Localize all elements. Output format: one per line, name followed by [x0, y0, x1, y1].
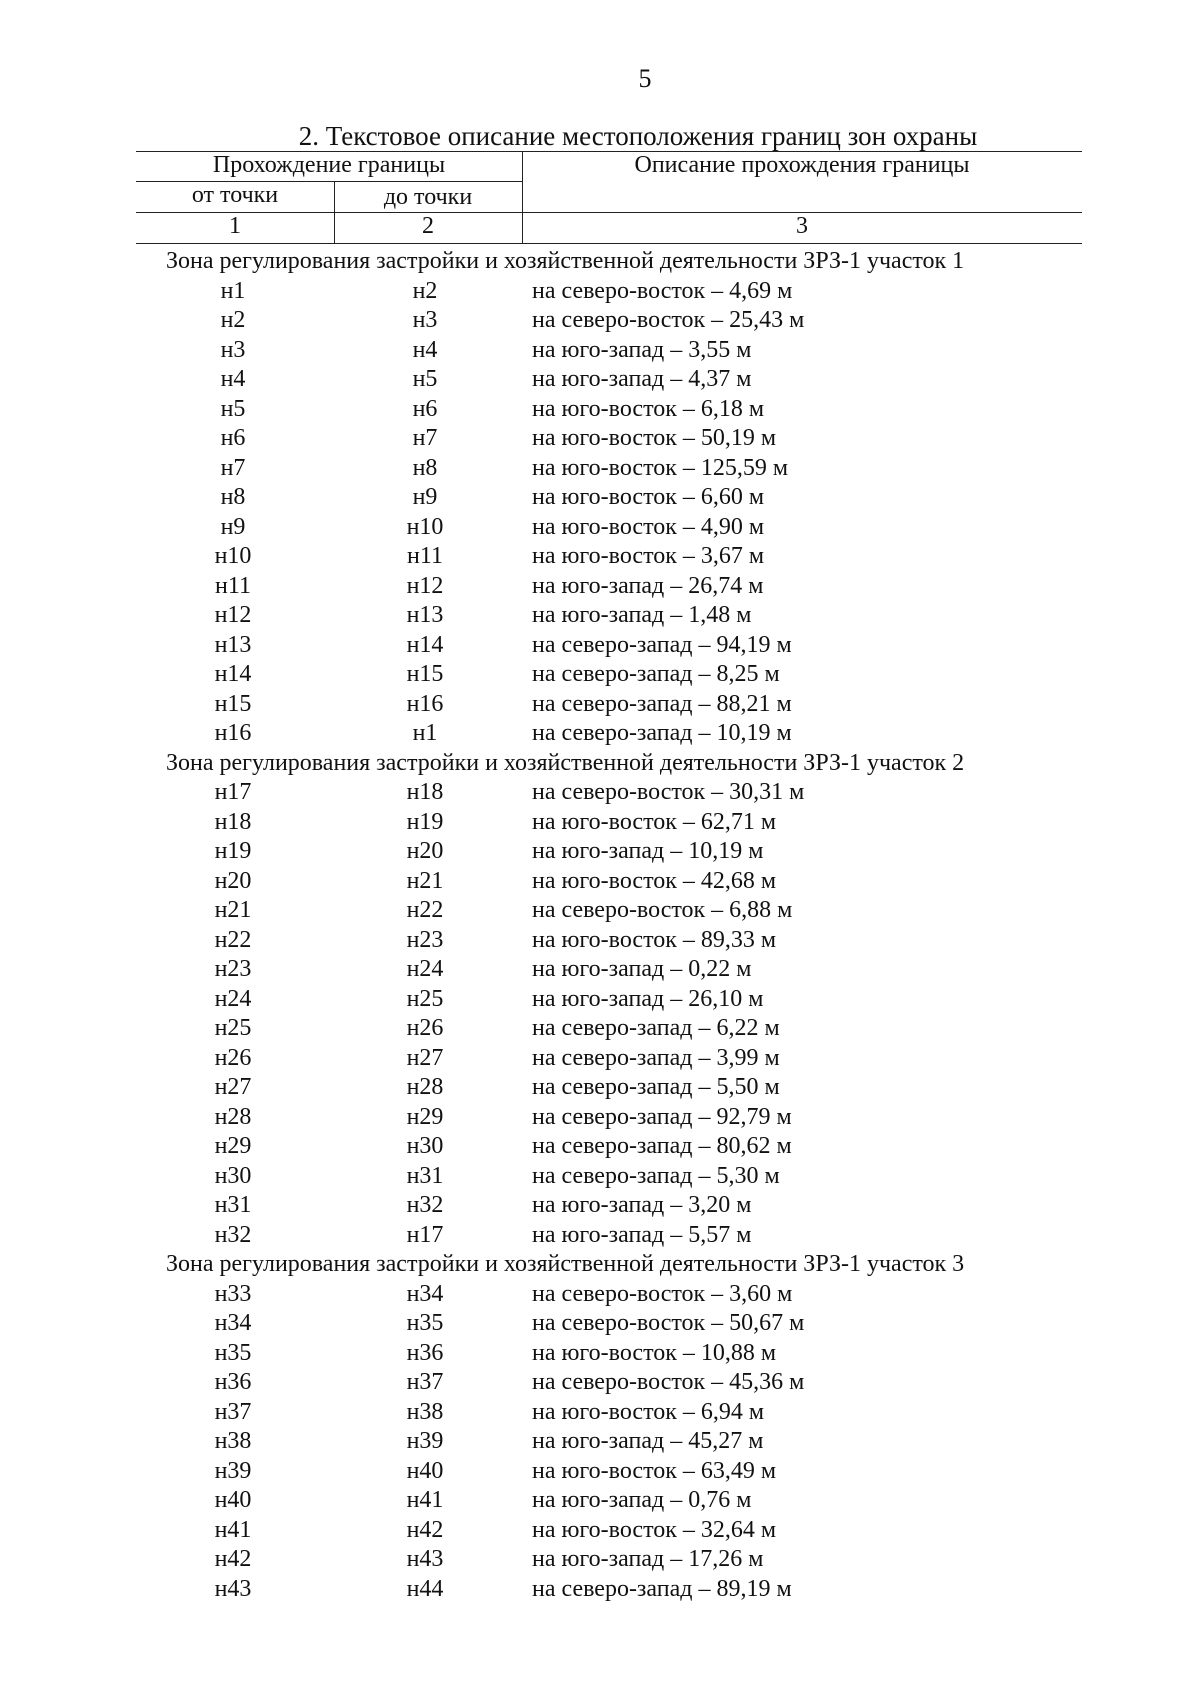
boundary-description-cell: на северо-запад – 5,30 м — [532, 1162, 780, 1189]
table-row — [0, 1310, 1200, 1339]
header-to-label: до точки — [383, 184, 473, 210]
to-point-cell: н9 — [412, 484, 438, 510]
boundary-description-cell: на юго-восток – 42,68 м — [532, 867, 777, 894]
from-point-cell: н24 — [214, 985, 252, 1012]
table-row — [0, 1340, 1200, 1369]
boundary-description-cell: на северо-запад – 92,79 м — [532, 1103, 792, 1130]
to-point-cell: н34 — [406, 1280, 444, 1307]
table-row — [0, 1399, 1200, 1428]
boundary-description-cell: на северо-запад – 8,25 м — [532, 661, 780, 687]
table-row — [0, 337, 1200, 366]
from-point-cell: н40 — [214, 1487, 252, 1513]
table-row — [0, 602, 1200, 631]
to-point-cell: н5 — [412, 366, 438, 392]
table-row — [0, 691, 1200, 720]
boundary-description-cell: на северо-восток – 45,36 м — [532, 1369, 805, 1395]
from-point-cell: н36 — [214, 1369, 252, 1395]
boundary-description-cell: на юго-восток – 10,88 м — [532, 1339, 777, 1366]
boundary-description-cell: на юго-запад – 4,37 м — [532, 366, 752, 392]
boundary-description-cell: на юго-запад – 3,20 м — [532, 1192, 752, 1218]
section-title: Зона регулирования застройки и хозяйственной деятельности ЗРЗ-1 участок 1 — [166, 248, 965, 274]
header-col-number-2: 2 — [422, 213, 434, 239]
from-point-cell: н5 — [220, 395, 246, 422]
boundary-description-cell: на юго-запад – 17,26 м — [532, 1546, 764, 1572]
from-point-cell: н32 — [214, 1221, 252, 1248]
from-point-cell: н13 — [214, 631, 252, 658]
section-title: Зона регулирования застройки и хозяйственной деятельности ЗРЗ-1 участок 3 — [166, 1251, 965, 1277]
to-point-cell: н39 — [406, 1428, 444, 1454]
to-point-cell: н30 — [406, 1133, 444, 1159]
table-row — [0, 838, 1200, 867]
boundary-description-cell: на северо-запад – 3,99 м — [532, 1044, 780, 1071]
boundary-description-cell: на юго-запад – 26,10 м — [532, 985, 764, 1012]
to-point-cell: н36 — [406, 1339, 444, 1366]
from-point-cell: н31 — [214, 1192, 252, 1218]
boundary-description-cell: на северо-восток – 50,67 м — [532, 1310, 805, 1336]
to-point-cell: н31 — [406, 1162, 444, 1189]
to-point-cell: н28 — [406, 1074, 444, 1100]
from-point-cell: н6 — [220, 425, 246, 451]
table-row — [0, 307, 1200, 336]
from-point-cell: н22 — [214, 926, 252, 953]
to-point-cell: н44 — [406, 1575, 444, 1602]
boundary-description-cell: на северо-восток – 4,69 м — [532, 277, 793, 304]
to-point-cell: н24 — [406, 956, 444, 982]
table-row — [0, 1192, 1200, 1221]
table-row — [0, 1369, 1200, 1398]
table-row — [0, 425, 1200, 454]
to-point-cell: н12 — [406, 572, 444, 599]
from-point-cell: н26 — [214, 1044, 252, 1071]
from-point-cell: н4 — [220, 366, 246, 392]
header-group-label: Прохождение границы — [212, 152, 446, 178]
to-point-cell: н40 — [406, 1457, 444, 1484]
to-point-cell: н8 — [412, 454, 438, 481]
table-row — [0, 927, 1200, 956]
boundary-description-cell: на юго-запад – 0,76 м — [532, 1487, 752, 1513]
from-point-cell: н12 — [214, 602, 252, 628]
boundary-description-cell: на юго-запад – 10,19 м — [532, 838, 764, 864]
boundary-description-cell: на юго-восток – 4,90 м — [532, 513, 765, 540]
table-row — [0, 1015, 1200, 1044]
to-point-cell: н10 — [406, 513, 444, 540]
from-point-cell: н33 — [214, 1280, 252, 1307]
table-header — [136, 151, 1082, 244]
table-row — [0, 809, 1200, 838]
boundary-description-cell: на юго-восток – 6,60 м — [532, 484, 765, 510]
header-col-number-1: 1 — [229, 213, 241, 239]
header-bottom-rule — [136, 243, 1082, 244]
boundary-description-cell: на северо-восток – 6,88 м — [532, 897, 793, 923]
to-point-cell: н11 — [407, 543, 443, 569]
from-point-cell: н43 — [214, 1575, 252, 1602]
table-row — [0, 661, 1200, 690]
from-point-cell: н29 — [214, 1133, 252, 1159]
from-point-cell: н15 — [214, 690, 252, 717]
boundary-description-cell: на северо-запад – 10,19 м — [532, 720, 792, 746]
table-row — [0, 514, 1200, 543]
boundary-description-cell: на юго-восток – 32,64 м — [532, 1516, 777, 1543]
table-row — [0, 1428, 1200, 1457]
table-row — [0, 1546, 1200, 1575]
boundary-description-cell: на юго-восток – 125,59 м — [532, 454, 789, 481]
to-point-cell: н26 — [406, 1015, 444, 1041]
from-point-cell: н27 — [214, 1074, 252, 1100]
boundary-description-cell: на юго-восток – 63,49 м — [532, 1457, 777, 1484]
page-number: 5 — [638, 64, 652, 93]
table-row — [0, 1222, 1200, 1251]
to-point-cell: н2 — [412, 277, 438, 304]
to-point-cell: н35 — [406, 1310, 444, 1336]
from-point-cell: н8 — [220, 484, 246, 510]
to-point-cell: н7 — [412, 425, 438, 451]
from-point-cell: н41 — [214, 1516, 252, 1543]
to-point-cell: н27 — [406, 1044, 444, 1071]
from-point-cell: н30 — [214, 1162, 252, 1189]
table-row — [0, 1074, 1200, 1103]
boundary-description-cell: на юго-запад – 1,48 м — [532, 602, 752, 628]
boundary-description-cell: на юго-восток – 6,94 м — [532, 1398, 765, 1425]
from-point-cell: н14 — [214, 661, 252, 687]
to-point-cell: н6 — [412, 395, 438, 422]
from-point-cell: н10 — [214, 543, 252, 569]
header-description-label: Описание прохождения границы — [634, 152, 970, 178]
table-row — [0, 720, 1200, 749]
boundary-description-cell: на северо-запад – 94,19 м — [532, 631, 792, 658]
from-point-cell: н28 — [214, 1103, 252, 1130]
table-row — [0, 1576, 1200, 1605]
from-point-cell: н37 — [214, 1398, 252, 1425]
from-point-cell: н11 — [215, 572, 251, 599]
section-title: Зона регулирования застройки и хозяйственной деятельности ЗРЗ-1 участок 2 — [166, 749, 965, 776]
table-row — [0, 1458, 1200, 1487]
from-point-cell: н23 — [214, 956, 252, 982]
to-point-cell: н43 — [406, 1546, 444, 1572]
boundary-description-cell: на северо-запад – 89,19 м — [532, 1575, 792, 1602]
table-row — [0, 573, 1200, 602]
from-point-cell: н2 — [220, 307, 246, 333]
header-col-number-3: 3 — [796, 213, 808, 239]
to-point-cell: н4 — [412, 336, 438, 363]
boundary-description-cell: на северо-восток – 25,43 м — [532, 307, 805, 333]
boundary-description-cell: на северо-запад – 5,50 м — [532, 1074, 780, 1100]
header-from-label: от точки — [191, 182, 279, 208]
to-point-cell: н14 — [406, 631, 444, 658]
table-row — [0, 396, 1200, 425]
from-point-cell: н1 — [220, 277, 246, 304]
table-row — [0, 1517, 1200, 1546]
table-row — [0, 956, 1200, 985]
from-point-cell: н38 — [214, 1428, 252, 1454]
from-point-cell: н16 — [214, 720, 252, 746]
to-point-cell: н32 — [406, 1192, 444, 1218]
to-point-cell: н15 — [406, 661, 444, 687]
to-point-cell: н42 — [406, 1516, 444, 1543]
table-row — [0, 868, 1200, 897]
to-point-cell: н21 — [406, 867, 444, 894]
boundary-description-cell: на юго-запад – 0,22 м — [532, 956, 752, 982]
from-point-cell: н9 — [220, 513, 246, 540]
to-point-cell: н3 — [412, 307, 438, 333]
to-point-cell: н1 — [412, 720, 438, 746]
from-point-cell: н7 — [220, 454, 246, 481]
boundary-description-cell: на северо-запад – 80,62 м — [532, 1133, 792, 1159]
boundary-description-cell: на юго-восток – 6,18 м — [532, 395, 765, 422]
to-point-cell: н23 — [406, 926, 444, 953]
document-title: 2. Текстовое описание местоположения границ зон охраны — [298, 121, 978, 151]
table-row — [0, 986, 1200, 1015]
from-point-cell: н39 — [214, 1457, 252, 1484]
boundary-description-cell: на юго-запад – 45,27 м — [532, 1428, 764, 1454]
to-point-cell: н37 — [406, 1369, 444, 1395]
to-point-cell: н25 — [406, 985, 444, 1012]
to-point-cell: н17 — [406, 1221, 444, 1248]
from-point-cell: н34 — [214, 1310, 252, 1336]
from-point-cell: н35 — [214, 1339, 252, 1366]
to-point-cell: н20 — [406, 838, 444, 864]
boundary-description-cell: на северо-запад – 6,22 м — [532, 1015, 780, 1041]
table-row — [0, 779, 1200, 808]
to-point-cell: н16 — [406, 690, 444, 717]
from-point-cell: н20 — [214, 867, 252, 894]
boundary-description-cell: на северо-восток – 30,31 м — [532, 779, 805, 805]
boundary-description-cell: на юго-восток – 62,71 м — [532, 808, 777, 835]
table-row — [0, 1163, 1200, 1192]
table-row — [0, 632, 1200, 661]
to-point-cell: н22 — [406, 897, 444, 923]
to-point-cell: н41 — [406, 1487, 444, 1513]
from-point-cell: н17 — [214, 779, 252, 805]
table-row — [0, 278, 1200, 307]
to-point-cell: н19 — [406, 808, 444, 835]
table-row — [0, 366, 1200, 395]
table-row — [0, 1487, 1200, 1516]
boundary-description-cell: на юго-запад – 5,57 м — [532, 1221, 752, 1248]
to-point-cell: н13 — [406, 602, 444, 628]
from-point-cell: н18 — [214, 808, 252, 835]
from-point-cell: н3 — [220, 336, 246, 363]
table-row — [0, 1045, 1200, 1074]
boundary-description-cell: на юго-запад – 26,74 м — [532, 572, 764, 599]
from-point-cell: н21 — [214, 897, 252, 923]
table-row — [0, 1281, 1200, 1310]
from-point-cell: н19 — [214, 838, 252, 864]
table-row — [0, 455, 1200, 484]
boundary-description-cell: на северо-восток – 3,60 м — [532, 1280, 793, 1307]
from-point-cell: н42 — [214, 1546, 252, 1572]
table-row — [0, 897, 1200, 926]
to-point-cell: н18 — [406, 779, 444, 805]
boundary-description-cell: на юго-запад – 3,55 м — [532, 336, 752, 363]
to-point-cell: н38 — [406, 1398, 444, 1425]
boundary-description-cell: на северо-запад – 88,21 м — [532, 690, 792, 717]
table-row — [0, 543, 1200, 572]
table-row — [0, 1104, 1200, 1133]
from-point-cell: н25 — [214, 1015, 252, 1041]
boundary-description-cell: на юго-восток – 3,67 м — [532, 543, 765, 569]
boundary-description-cell: на юго-восток – 50,19 м — [532, 425, 777, 451]
table-row — [0, 484, 1200, 513]
table-row — [0, 1133, 1200, 1162]
to-point-cell: н29 — [406, 1103, 444, 1130]
boundary-description-cell: на юго-восток – 89,33 м — [532, 926, 777, 953]
